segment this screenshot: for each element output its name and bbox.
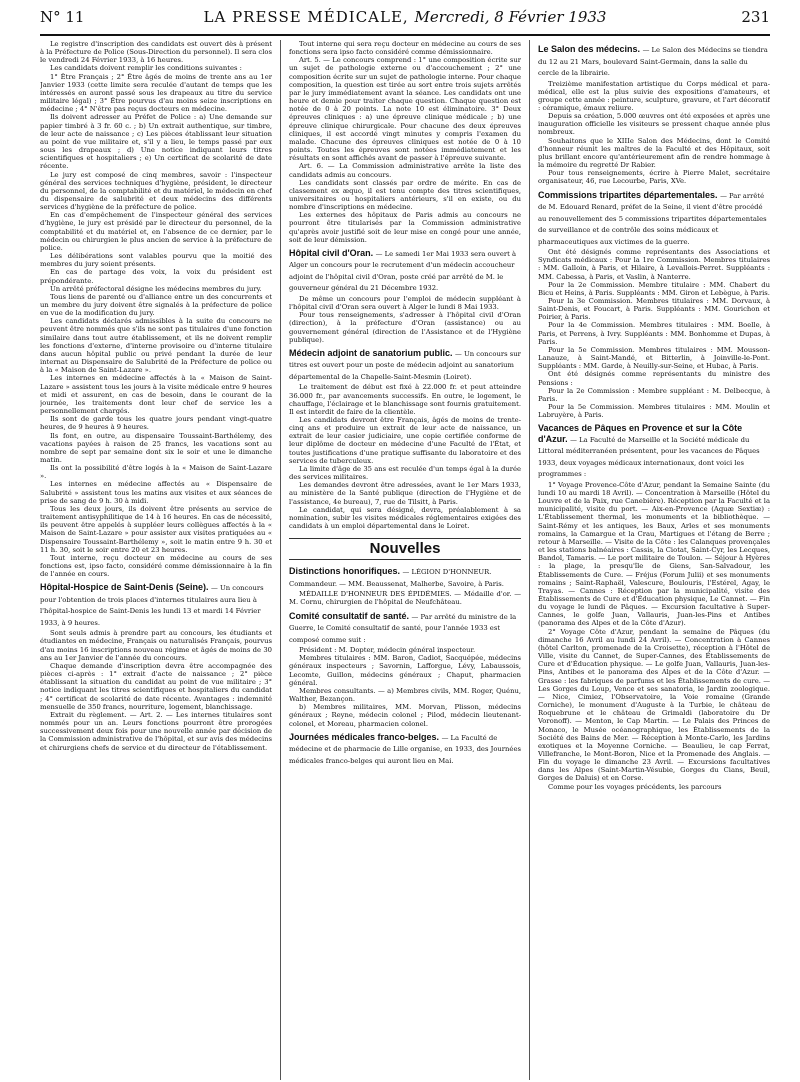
section-heading bbox=[289, 611, 521, 646]
article-columns bbox=[40, 40, 770, 1080]
paragraph: Comme pour les voyages précédents, les parcours bbox=[548, 782, 722, 791]
heading-text: — Par arrêté du ministre de la Guerre, le Comité consultatif de santé, pour l'année 1933 est composé comme suit : bbox=[289, 612, 517, 644]
section-heading bbox=[289, 732, 521, 767]
section-heading bbox=[538, 423, 770, 480]
page-header bbox=[40, 4, 770, 36]
paragraph: La limite d'âge de 35 ans est reculée d'un temps égal à la durée des services militaires. bbox=[289, 464, 521, 482]
heading-text: — Le Salon des Médecins se tiendra du 12 au 21 Mars, boulevard Saint-Germain, dans la salle du cercle de la librairie. bbox=[538, 46, 768, 77]
heading-title: Journées médicales franco-belges. bbox=[289, 731, 440, 742]
journal-name: LA PRESSE MÉDICALE, bbox=[203, 8, 409, 26]
paragraph: Ont été désignés comme représentants du ministre des Pensions : bbox=[538, 370, 770, 387]
paragraph: 1° Voyage Provence-Côte d'Azur, pendant la Semaine Sainte (du lundi 10 au mardi 18 Avril). — Concentration à Marseille (Hôtel du Louvre et de la Paix, rue Canebière). Réception par la Faculté et la municipalité, visite du port. — Aix-en-Provence (Aquæ Sextiæ) : L'Établissement thermal, les monuments et la bibliothèque. — Saint-Rémy et les antiques, les Baux, Arles et ses monuments romains, la Camargue et la Crau, Martigues et l'étang de Berre ; retour à Marseille. — Visite de la Côte : les Calanques provençales et les stations balnéaires : Cassis, la Ciotat, Saint-Cyr, les Lecques, Bandol, Tamaris. — Le port militaire de Toulon. — Séjour à Hyères : la plage, la presqu'île de Giens, San-Salvadour, les Établissements de Cure. — Fréjus (Forum Julii) et ses monuments romains ; Saint-Raphaël, Valescure, Boulouris, l'Estérel, Agay, le Trayas. — Cannes : Réception par la municipalité, visite des Établissements de Cure et d'Éducation physique, Le Cannet. — Fin du voyage le lundi de Pâques. — Excursion facultative à Super-Cannes, le golfe Juan, Vallauris, Juan-les-Pins et Antibes (panorama des Alpes et de la Côte d'Azur). bbox=[538, 480, 770, 628]
heading-title: Comité consultatif de santé. bbox=[289, 610, 410, 621]
paragraph: Pour la 4e Commission. Membres titulaires : MM. Boelle, à Paris, et Perrens, à Ivry. Suppléants : MM. Bonhomme et Dupas, à Paris. bbox=[538, 321, 770, 346]
paragraph: 2° Voyage Côte d'Azur, pendant la semaine de Pâques (du dimanche 16 Avril au lundi 24 Avril). — Concentration à Cannes (hôtel Carlton, promenade de la Croisette), réception à l'Hôtel de Ville, visite du Cannet, de Super-Cannes, des Établissements de Cure et d'Éducation physique. — Le golfe Juan, Vallauris, Juan-les-Pins, Antibes et le panorama des Alpes et de la Côte d'Azur. — Grasse : les fabriques de parfums et les Établissements de cure. — Les Gorges du Loup, Vence et ses sanatoria, le Jardin zoologique. — Nice, Cimiez, l'Observatoire, la Voie romaine (Grande Corniche), le monument d'Auguste à la Turbie, le château de Roquebrune et le château de Grimaldi (laboratoire du Dr Voronoff). — Menton, le Cap Martin. — Le Palais des Princes de Monaco, le Musée océanographique, les Établissements de la Société des Bains de Mer. — Réception à Monte-Carlo, les Jardins exotiques et la Moyenne Corniche. — Beaulieu, le cap Ferrat, Villefranche, le Mont-Boron, Nice et la Promenade des Anglais. — Fin du voyage le dimanche 23 Avril. — Excursions facultatives dans les Alpes (Saint-Martin-Vésubie, Gorges du Cians, Beuil, Gorges de Daluis) et en Corse. bbox=[538, 627, 770, 783]
paragraph: Tous les deux jours, ils doivent être présents au service de traitement antisyphilitique de 14 à 16 heures. En cas de nécessité, ils peuvent être appelés à suppléer leurs collègues affectés à la « Maison de Saint-Lazare » pour assister aux visites pratiquées au « Dispensaire Toussaint-Barthélemy », soit le matin entre 9 h. 30 et 11 h. 30, soit le soir entre 20 et 23 heures. bbox=[40, 504, 272, 554]
paragraph: Sont seuls admis à prendre part au concours, les étudiants et étudiantes en médecine, Français ou naturalisés Français, pourvus d'au moins 16 inscriptions nouveau régime et âgés de moins de 30 ans au 1er Janvier de l'année du concours. bbox=[40, 629, 272, 662]
paragraph: En cas de partage des voix, la voix du président est prépondérante. bbox=[40, 268, 272, 285]
section-heading bbox=[40, 582, 272, 628]
paragraph: Le registre d'inscription des candidats est ouvert dès à présent à la Préfecture de Police (Sous-Direction du personnel). Il sera clos le vendredi 24 Février 1933, à 16 heures. bbox=[40, 40, 272, 65]
paragraph: Extrait du règlement. — Art. 2. — Les internes titulaires sont nommés pour un an. Leurs fonctions pourront être prorogées successivement deux fois pour une nouvelle année par décision de la Commission administrative de l'hôpital, et sur avis des médecins et chirurgiens chefs de service et du directeur de l'établissement. bbox=[40, 710, 272, 752]
paragraph: Treizième manifestation artistique du Corps médical et para-médical, elle est la plus suivie des expositions d'amateurs, et groupe cette année : peinture, sculpture, gravure, et l'art décoratif : céramique, émaux reliure. bbox=[538, 79, 770, 112]
paragraph: Pour la 3e Commission. Membres titulaires : MM. Dorvaux, à Saint-Denis, et Foucart, à Paris. Suppléants : MM. Gourichon et Poirier, à Paris. bbox=[538, 296, 770, 322]
paragraph: Chaque demande d'inscription devra être accompagnée des pièces ci-après : 1° extrait d'acte de naissance ; 2° pièce établissant la situation du candidat au point de vue militaire ; 3° notice indiquant les titres scientifiques et hospitaliers du candidat ; 4° certificat de scolarité de date récente. Avantages : indemnité mensuelle de 350 francs, nourriture, logement, blanchissage. bbox=[40, 661, 272, 711]
paragraph: Le jury est composé de cinq membres, savoir : l'inspecteur général des services techniques d'hygiène, président, le directeur du personnel, de la comptabilité et du matériel, le médecin en chef du dispensaire de salubrité et deux médecins des différents services d'hygiène de la préfecture de police. bbox=[40, 170, 272, 212]
paragraph: En cas d'empêchement de l'inspecteur général des services d'hygiène, le jury est présidé par le directeur du personnel, de la comptabilité et du matériel et, en l'absence de ce dernier, par le médecin ou chirurgien le plus ancien de service à la préfecture de police. bbox=[40, 211, 272, 252]
paragraph: Le candidat, qui sera désigné, devra, préalablement à sa nomination, subir les visites médicales réglementaires exigées des candidats à un emploi départemental dans le Loiret. bbox=[289, 505, 521, 530]
paragraph: Pour la 5e Commission. Membres titulaires : MM. Moulin et Labruyère, à Paris. bbox=[538, 403, 770, 420]
paragraph: Les candidats doivent remplir les conditions suivantes : bbox=[50, 64, 242, 73]
paragraph: Les externes des hôpitaux de Paris admis au concours ne pourront être titularisés par la Commission administrative qu'après avoir justifié soit de leur mise en congé pour une année, soit de leur démission. bbox=[289, 211, 521, 244]
column-2 bbox=[289, 40, 521, 1080]
heading-text: — Un concours pour l'obtention de trois places d'internes titulaires aura lieu à l'hôpital-hospice de Saint-Denis les lundi 13 et mardi 14 Février 1933, à 9 heures. bbox=[40, 584, 264, 627]
heading-title: Distinctions honorifiques. bbox=[289, 566, 401, 577]
section-title-nouvelles: Nouvelles bbox=[289, 538, 521, 560]
paragraph: Les internes en médecine affectés à la « Maison de Saint-Lazare » assistent tous les jours à la visite médicale entre 9 heures et midi et assurent, en cas de besoin, dans le courant de la journée, les traitements dont leur chef de service les a personnellement chargés. bbox=[40, 374, 272, 416]
paragraph: Pour la 2e Commission. Membre titulaire : MM. Chabert du Bicu et Heins, à Paris. Suppléants : MM. Giron et Lebègue, à Paris. bbox=[538, 280, 770, 297]
paragraph: Les candidats devront être Français, âgés de moins de trente-cinq ans et produire un extrait de leur acte de naissance, un extrait de leur casier judiciaire, une copie certifiée conforme de leur diplôme de docteur en médecine d'une Faculté de l'État, et toutes justifications d'une pratique suffisante du laboratoire et des services de tuberculeux. bbox=[289, 415, 521, 465]
section-heading bbox=[538, 44, 770, 79]
paragraph: Ils font, en outre, au dispensaire Toussaint-Barthélemy, des vacations payées à raison de 25 francs, les vacations sont au nombre de sept par semaine dont six le soir et une le dimanche matin. bbox=[40, 431, 272, 464]
section-heading bbox=[538, 190, 770, 248]
paragraph: Tout interne qui sera reçu docteur en médecine au cours de ses fonctions sera ipso facto considéré comme démissionnaire. bbox=[289, 40, 521, 57]
paragraph: Tous liens de parenté ou d'alliance entre un des concurrents et un membre du jury doivent être signalés à la préfecture de police en vue de la modification du jury. bbox=[40, 292, 272, 318]
paragraph: De même un concours pour l'emploi de médecin suppléant à l'hôpital civil d'Oran sera ouvert à Alger le lundi 8 Mai 1933. bbox=[289, 294, 521, 312]
column-divider bbox=[529, 40, 530, 1080]
heading-text: — La Faculté de Marseille et la Société médicale du Littoral méditerranéen présentent, pour les vacances de Pâques 1933, deux voyages médicaux internationaux, dont voici les programmes : bbox=[538, 435, 760, 479]
heading-title: Hôpital-Hospice de Saint-Denis (Seine). bbox=[40, 582, 209, 593]
paragraph: Pour la 2e Commission : Membre suppléant : M. Delbecque, à Paris. bbox=[538, 386, 770, 403]
paragraph: Ils doivent adresser au Préfet de Police : a) Une demande sur papier timbré à 3 fr. 60 c. ; b) Un extrait authentique, sur timbre, de leur acte de naissance ; c) Les pièces établissant leur situation au point de vue militaire et, s'il y a lieu, le temps passé par eux sous les drapeaux ; d) Une notice indiquant leurs titres scientifiques et hospitaliers ; e) Un certificat de scolarité de date récente. bbox=[40, 113, 272, 171]
paragraph: Depuis sa création, 5.000 œuvres ont été exposées et après une inauguration officielle les visiteurs se pressent chaque année plus nombreux. bbox=[538, 112, 770, 137]
paragraph: Ils sont de garde tous les quatre jours pendant vingt-quatre heures, de 9 heures à 9 heures. bbox=[40, 415, 272, 432]
paragraph: Art. 5. — Le concours comprend : 1° une composition écrite sur un sujet de pathologie externe ou d'accouchement ; 2° une composition écrite sur un sujet de pathologie interne. Pour chaque composition, la question est tirée au sort entre trois sujets arrêtés par le jury immédiatement avant la séance. Les candidats ont une heure et demie pour traiter chaque question. Chaque question est notée de 0 à 20 points. La note 10 est éliminatoire. 3° Deux épreuves cliniques : a) une épreuve clinique médicale ; b) une épreuve clinique chirurgicale. Pour chacune des deux épreuves cliniques, il est accordé vingt minutes y compris l'examen du malade. Chacune des épreuves cliniques est notée de 0 à 10 points. Toutes les épreuves sont notées immédiatement et les résultats en sont affichés avant de passer à l'épreuve suivante. bbox=[289, 56, 521, 163]
heading-title: Hôpital civil d'Oran. bbox=[289, 247, 374, 258]
paragraph: Les internes en médecine affectés au « Dispensaire de Salubrité » assistent tous les matins aux visites et aux séances de prise de sang de 9 h. 30 à midi. bbox=[40, 480, 272, 505]
paragraph: Souhaitons que le XIIIe Salon des Médecins, dont le Comité d'honneur réunit les maîtres de la Faculté et des Hôpitaux, soit plus brillant encore qu'antérieurement afin de rendre hommage à la mémoire du regretté Dr Rabier. bbox=[538, 136, 770, 170]
column-divider bbox=[280, 40, 281, 1080]
heading-text: — Le samedi 1er Mai 1933 sera ouvert à Alger un concours pour le recrutement d'un médecin accoucheur adjoint de l'hôpital civil d'Oran, poste créé par arrêté de M. le gouverneur général du 21 Décembre 1932. bbox=[289, 249, 517, 293]
paragraph: MÉDAILLE D'HONNEUR DES ÉPIDÉMIES. — Médaille d'or. — M. Cornu, chirurgien de l'hôpital de Neufchâteau. bbox=[289, 590, 521, 607]
heading-title: Médecin adjoint de sanatorium public. bbox=[289, 347, 453, 358]
paragraph: Les candidats déclarés admissibles à la suite du concours ne peuvent être nommés que s'ils ne sont pas titulaires d'une fonction similaire dans tout autre établissement, et ils ne doivent remplir les fonctions d'externe, d'interne provisoire ou d'interne titulaire dans aucun hôpital public ou privé pendant la durée de leur internat au Dispensaire de Salubrité de la Préfecture de police ou à la « Maison de Saint-Lazare ». bbox=[40, 317, 272, 375]
paragraph: Membres consultants. — a) Membres civils, MM. Roger, Quénu, Walther, Bezançon. bbox=[289, 686, 521, 704]
heading-title: Vacances de Pâques en Provence et sur la Côte d'Azur. bbox=[538, 423, 743, 444]
page-number: 231 bbox=[741, 8, 770, 26]
paragraph: Le traitement de début est fixé à 22.000 fr. et peut atteindre 36.000 fr., par avancements successifs. En outre, le logement, le chauffage, l'éclairage et le blanchissage sont fournis gratuitement. Il est interdit de faire de la clientèle. bbox=[289, 383, 521, 416]
paragraph: Pour tous renseignements, écrire à Pierre Malet, secrétaire organisateur, 46, rue Lecourbe, Paris, XVe. bbox=[538, 169, 770, 186]
paragraph: Les candidats sont classés par ordre de mérite. En cas de classement ex æquo, il est tenu compte des titres scientifiques, universitaires ou hospitaliers antérieurs, s'il en existe, ou du nombre d'inscriptions en médecine. bbox=[289, 178, 521, 212]
paragraph: Un arrêté préfectoral désigne les médecins membres du jury. bbox=[50, 284, 262, 293]
heading-title: Le Salon des médecins. bbox=[538, 44, 641, 54]
column-1 bbox=[40, 40, 272, 1080]
heading-text: — Un concours sur titres est ouvert pour un poste de médecin adjoint au sanatorium départemental de la Chapelle-Saint-Mesmin (Loiret). bbox=[289, 349, 521, 381]
paragraph: Président : M. Dopter, médecin général inspecteur. bbox=[299, 646, 476, 655]
column-3 bbox=[538, 40, 770, 1080]
section-heading bbox=[289, 348, 521, 383]
paragraph: Ont été désignés comme représentants des Associations et Syndicats médicaux : Pour la 1re Commission. Membres titulaires : MM. Galloin, à Paris, et Hilaire, à Levallois-Perret. Suppléants : MM. Cabessa, à Paris, et Vaslin, à Nanterre. bbox=[538, 248, 770, 281]
journal-title bbox=[40, 8, 770, 26]
heading-text: — Par arrêté de M. Edouard Renard, préfet de la Seine, il vient d'être procédé au renouvellement des 5 commissions tripartites départementales de surveillance et de contrôle des soins médicaux et pharmaceutiques aux victimes de la guerre. bbox=[538, 191, 767, 246]
heading-text: — LÉGION D'HONNEUR. Commandeur. — MM. Beaussenat, Malherbe, Savoire, à Paris. bbox=[289, 568, 504, 588]
heading-title: Commissions tripartites départementales. bbox=[538, 189, 718, 200]
paragraph: Pour tous renseignements, s'adresser à l'hôpital civil d'Oran (direction), à la préfecture d'Oran (assistance) ou au gouvernement général (direction de l'Assistance et de l'Hygiène publique). bbox=[289, 311, 521, 344]
paragraph: Les délibérations sont valables pourvu que la moitié des membres du jury soient présents. bbox=[40, 252, 272, 269]
paragraph: Membres titulaires : MM. Baron, Cadiot, Sacquépée, médecins généraux inspecteurs ; Savornin, Lafforgue, Lévy, Labaussois, Lecomte, Guillon, médecins généraux ; Chaput, pharmacien général. bbox=[289, 654, 521, 687]
heading-text: — La Faculté de médecine et de pharmacie de Lille organise, en 1933, des Journées médicales franco-belges qui auront lieu en Mai. bbox=[289, 733, 521, 765]
paragraph: 1° Être Français ; 2° Être âgés de moins de trente ans au 1er Janvier 1933 (cette limite sera reculée d'autant de temps que les intéressés en auront passé sous les drapeaux au titre du service militaire légal) ; 3° Être pourvus d'au moins seize inscriptions en médecine ; 4° N'être pas reçus docteurs en médecine. bbox=[40, 72, 272, 114]
paragraph: Art. 6. — La Commission administrative arrête la liste des candidats admis au concours. bbox=[289, 162, 521, 179]
paragraph: b) Membres militaires, MM. Morvan, Plisson, médecins généraux ; Reyne, médecin colonel ; Pilod, médecin lieutenant-colonel, et Moreau, pharmacien colonel. bbox=[289, 703, 521, 728]
paragraph: Les demandes devront être adressées, avant le 1er Mars 1933, au ministère de la Santé publique (direction de l'Hygiène et de l'assistance, 4e bureau), 7, rue de Tilsitt, à Paris. bbox=[289, 481, 521, 506]
paragraph: Pour la 5e Commission. Membres titulaires : MM. Mousson-Lanauze, à Saint-Mandé, et Bitterlin, à Joinville-le-Pont. Suppléants : MM. Garde, à Neuilly-sur-Seine, et Hubac, à Paris. bbox=[538, 345, 770, 371]
paragraph: Tout interne, reçu docteur en médecine au cours de ses fonctions est, ipso facto, considéré comme démissionnaire à la fin de l'année en cours. bbox=[40, 553, 272, 579]
issue-date: Mercredi, 8 Février 1933 bbox=[414, 8, 607, 26]
section-heading bbox=[289, 566, 521, 589]
section-heading bbox=[289, 248, 521, 294]
paragraph: Ils ont la possibilité d'être logés à la « Maison de Saint-Lazare ». bbox=[40, 464, 272, 481]
issue-number: N° 11 bbox=[40, 8, 85, 26]
